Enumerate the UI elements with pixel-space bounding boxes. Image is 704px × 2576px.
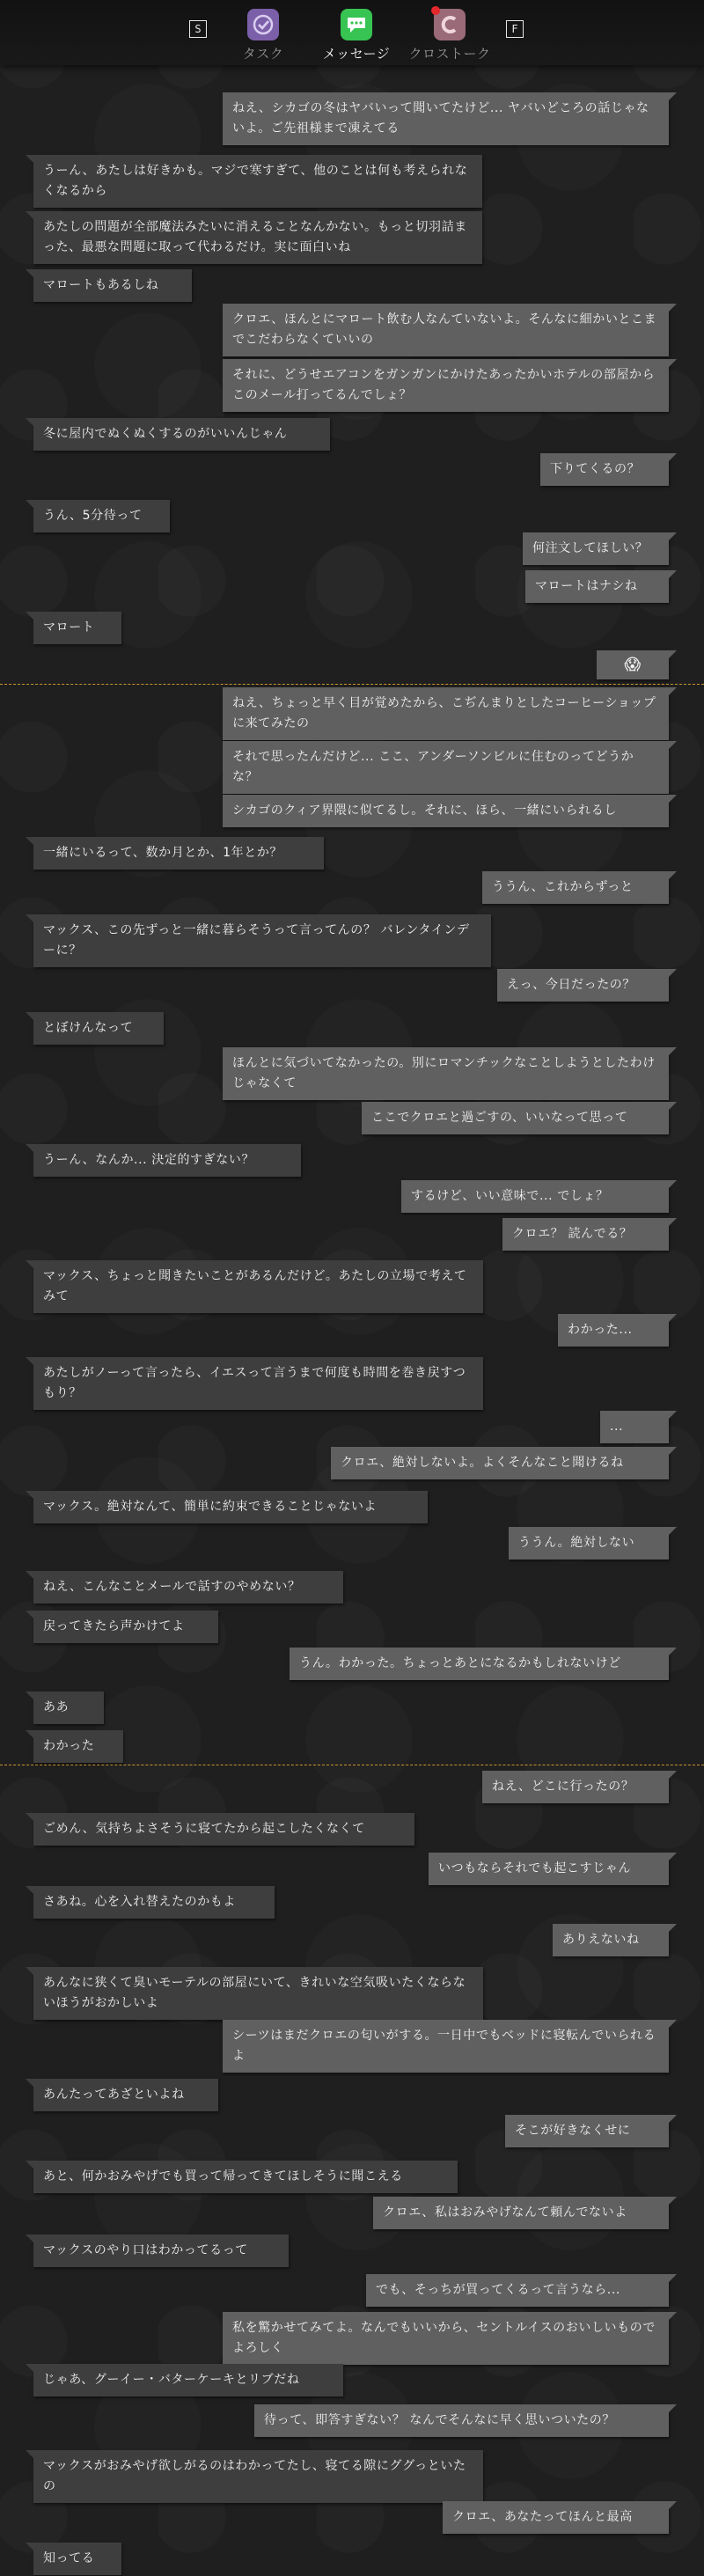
sent-message-bubble: ほんとに気づいてなかったの。別にロマンチックなことしようとしたわけじゃなくて: [223, 1047, 669, 1100]
received-message-bubble: マックスのやり口はわかってるって: [33, 2235, 289, 2267]
top-navigation-bar: [0, 0, 704, 65]
sent-message-bubble: ねえ、どこに行ったの？: [482, 1771, 669, 1803]
received-message-bubble: とぼけんなって: [33, 1012, 164, 1045]
received-message-bubble: ごめん、気持ちよさそうに寝てたから起こしたくなくて: [33, 1813, 414, 1846]
sent-message-bubble: 😱: [597, 650, 669, 679]
crosstalk-icon: [434, 9, 466, 40]
sent-message-bubble: でも、そっちが買ってくるって言うなら...: [366, 2274, 669, 2307]
received-message-bubble: 知ってる: [33, 2543, 121, 2575]
tab-crosstalk-label: クロストーク: [408, 46, 491, 62]
sent-message-bubble: クロエ、絶対しないよ。よくそんなこと聞けるね: [331, 1447, 669, 1479]
message-chat-icon: [341, 9, 372, 40]
received-message-bubble: あたしの問題が全部魔法みたいに消えることなんかない。もっと切羽詰まった、最悪な問題に取って代わるだけ。実に面白いね: [33, 211, 482, 264]
sent-message-bubble: それで思ったんだけど... ここ、アンダーソンビルに住むのってどうかな？: [223, 741, 669, 794]
received-message-bubble: マックス、ちょっと聞きたいことがあるんだけど。あたしの立場で考えてみて: [33, 1260, 483, 1313]
sent-message-bubble: ここでクロエと過ごすの、いいなって思って: [362, 1102, 669, 1134]
tab-tasks[interactable]: [215, 9, 312, 62]
tab-crosstalk[interactable]: [401, 9, 498, 62]
received-message-bubble: ねえ、こんなことメールで話すのやめない？: [33, 1571, 343, 1604]
prev-tab-key-hint[interactable]: S: [189, 20, 207, 38]
received-message-bubble: マックス。絶対なんて、簡単に約束できることじゃないよ: [33, 1491, 428, 1523]
sent-message-bubble: 待って、即答すぎない？ なんでそんなに早く思いついたの？: [254, 2404, 669, 2437]
sent-message-bubble: 私を驚かせてみてよ。なんでもいいから、セントルイスのおいしいものでよろしく: [223, 2312, 669, 2365]
received-message-bubble: 冬に屋内でぬくぬくするのがいいんじゃん: [33, 418, 330, 451]
sent-message-bubble: いつもならそれでも起こすじゃん: [429, 1853, 669, 1885]
received-message-bubble: 一緒にいるって、数か月とか、1年とか？: [33, 837, 324, 870]
received-message-bubble: マロートもあるしね: [33, 269, 192, 302]
received-message-bubble: マックス、この先ずっと一緒に暮らそうって言ってんの？ バレンタインデーに？: [33, 914, 491, 967]
tab-messages[interactable]: [308, 9, 405, 62]
sent-message-bubble: わかった...: [558, 1314, 669, 1347]
sent-message-bubble: シーツはまだクロエの匂いがする。一日中でもベッドに寝転んでいられるよ: [223, 2020, 669, 2073]
sent-message-bubble: 下りてくるの？: [540, 453, 669, 486]
notification-dot: [431, 6, 440, 15]
sent-message-bubble: ありえないね: [553, 1924, 669, 1956]
sent-message-bubble: クロエ？ 読んでる？: [502, 1218, 669, 1251]
sent-message-bubble: クロエ、ほんとにマロート飲む人なんていないよ。そんなに細かいとこまでこだわらなくていいの: [223, 304, 669, 356]
sent-message-bubble: マロートはナシね: [525, 570, 669, 603]
sent-message-bubble: ううん。絶対しない: [509, 1527, 669, 1560]
received-message-bubble: 戻ってきたら声かけてよ: [33, 1611, 218, 1643]
sent-message-bubble: シカゴのクィア界隈に似てるし。それに、ほら、一緒にいられるし: [223, 795, 669, 827]
tab-tasks-label: タスク: [242, 46, 284, 62]
received-message-bubble: あんなに狭くて臭いモーテルの部屋にいて、きれいな空気吸いたくならないほうがおかしいよ: [33, 1967, 483, 2020]
sent-message-bubble: ねえ、シカゴの冬はヤバいって聞いてたけど... ヤバいどころの話じゃないよ。ご先祖様まで凍えてる: [223, 92, 669, 145]
sent-message-bubble: そこが好きなくせに: [505, 2115, 669, 2147]
received-message-bubble: うーん、あたしは好きかも。マジで寒すぎて、他のことは何も考えられなくなるから: [33, 155, 482, 208]
sent-message-bubble: クロエ、私はおみやげなんて頼んでないよ: [373, 2197, 669, 2229]
received-message-bubble: うん、5分待って: [33, 500, 170, 532]
next-tab-key-hint[interactable]: F: [506, 20, 524, 38]
received-message-bubble: じゃあ、グーイー・バターケーキとリブだね: [33, 2364, 343, 2396]
sent-message-bubble: ...: [600, 1411, 669, 1443]
received-message-bubble: あんたってあざといよね: [33, 2079, 218, 2111]
task-check-icon: [247, 9, 279, 40]
received-message-bubble: あと、何かおみやげでも買って帰ってきてほしそうに聞こえる: [33, 2161, 458, 2193]
sent-message-bubble: するけど、いい意味で... でしょ？: [401, 1180, 669, 1213]
received-message-bubble: マックスがおみやげ欲しがるのはわかってたし、寝てる隙にググっといたの: [33, 2450, 483, 2503]
sent-message-bubble: それに、どうせエアコンをガンガンにかけたあったかいホテルの部屋からこのメール打ってるんでしょ？: [223, 359, 669, 412]
sent-message-bubble: クロエ、あなたってほんと最高: [443, 2501, 669, 2534]
received-message-bubble: マロート: [33, 612, 121, 644]
sent-message-bubble: 何注文してほしい？: [523, 532, 669, 565]
received-message-bubble: あたしがノーって言ったら、イエスって言うまで何度も時間を巻き戻すつもり？: [33, 1357, 483, 1410]
sent-message-bubble: ううん、これからずっと: [482, 871, 669, 904]
received-message-bubble: さあね。心を入れ替えたのかもよ: [33, 1886, 275, 1919]
session-divider: [0, 684, 704, 685]
sent-message-bubble: うん。わかった。ちょっとあとになるかもしれないけど: [290, 1648, 669, 1680]
received-message-bubble: わかった: [33, 1730, 123, 1763]
received-message-bubble: ああ: [33, 1692, 104, 1724]
received-message-bubble: うーん、なんか... 決定的すぎない？: [33, 1144, 301, 1177]
sent-message-bubble: ねえ、ちょっと早く目が覚めたから、こぢんまりとしたコーヒーショップに来てみたの: [223, 687, 669, 740]
tab-messages-label: メッセージ: [322, 46, 391, 62]
sent-message-bubble: えっ、今日だったの？: [497, 969, 669, 1002]
